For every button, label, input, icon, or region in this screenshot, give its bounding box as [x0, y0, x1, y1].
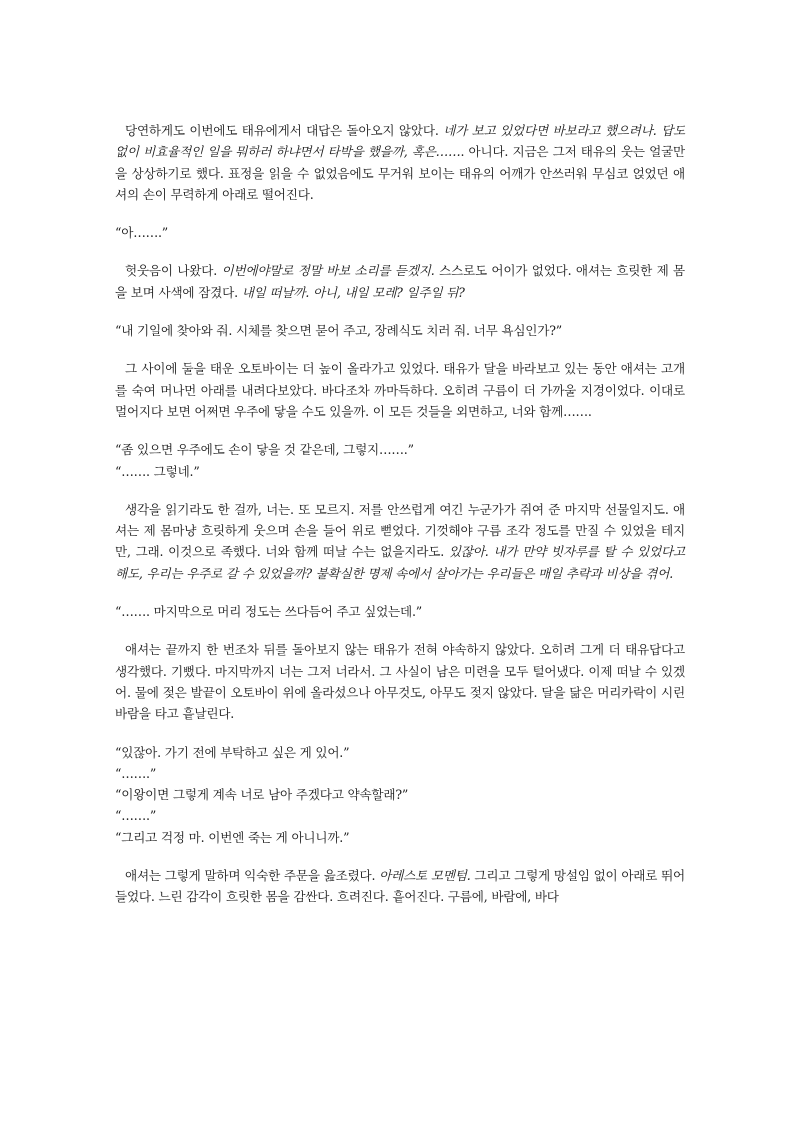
dialogue-line: “……. 마지막으로 머리 정도는 쓰다듬어 주고 싶었는데.”	[115, 604, 423, 620]
dialogue-line: “좀 있으면 우주에도 손이 닿을 것 같은데, 그렇지…….”	[115, 442, 414, 458]
paragraph-2	[115, 260, 685, 303]
text: 당연하게도 이번에도 태유에게서 대답은 돌아오지 않았다.	[125, 123, 444, 138]
italic-text: 아레스토 모멘텀.	[379, 868, 471, 884]
paragraph-1	[115, 120, 685, 205]
dialogue-line: “내 기일에 찾아와 줘. 시체를 찾으면 묻어 주고, 장례식도 치러 줘. 너무 욕심인가?”	[115, 323, 563, 339]
dialogue-line: “그리고 걱정 마. 이번엔 죽는 게 아니니까.”	[115, 829, 350, 845]
dialogue-line: “……. 그렇네.”	[115, 463, 200, 479]
dialogue-line: “있잖아. 가기 전에 부탁하고 싶은 게 있어.”	[115, 744, 350, 760]
text: . 아니다. 지금은 그저 태유의 웃는 얼굴만을 상상하기로 했다. 표정을 읽을 수 없었음에도 무거워 보이는 태유의 어깨가 안쓰러워 무심코 얹었던 애셔의 손이 무력하게 아래로 떨어진다.	[115, 144, 686, 202]
italic-text: 내일 떠날까. 아니, 내일 모레? 일주일 뒤?	[241, 284, 465, 300]
paragraph-3: 그 사이에 둘을 태운 오토바이는 더 높이 올라가고 있었다. 태유가 달을 바라보고 있는 동안 애셔는 고개를 숙여 머나먼 아래를 내려다보았다. 바다조차 까마득하다. 오히려 구름이 더 가까울 지경이었다. 이대로 멀어지다 보면 어쩌면 우주에 닿을 수도 있을까. 이 모든 것들을 외면하고, 너와 함께…….	[115, 361, 685, 419]
dialogue-line: “…….”	[115, 808, 157, 824]
text: 애셔는 그렇게 말하며 익숙한 주문을 읊조렸다.	[125, 868, 380, 884]
italic-text: 이번에야말로 정말 바보 소리를 듣겠지.	[221, 263, 435, 279]
italic-text: 네가 보고 있었다면 바보라고 했으려나. 답도 없이 비효율적인 일을 뭐하러 하냐면서 타박을 했을까, 혹은……	[115, 123, 686, 160]
text: 그리고 그렇게 망설임 없이 아래로 뛰어들었다. 느린 감각이 흐릿한 몸을 감싼다. 흐려진다. 흩어진다. 구름에, 바람에, 바다	[115, 868, 686, 905]
paragraph-5: 애셔는 끝까지 한 번조차 뒤를 돌아보지 않는 태유가 전혀 야속하지 않았다. 오히려 그게 더 태유답다고 생각했다. 기뻤다. 마지막까지 너는 그저 너라서. 그 사실이 남은 미련을 모두 털어냈다. 이제 떠날 수 있겠어. 물에 젖은 발끝이 오토바이 위에 올라섰으나 아무것도, 아무도 젖지 않았다. 달을 닮은 머리카락이 시린 바람을 타고 흩날린다.	[115, 642, 685, 722]
dialogue-line: “이왕이면 그렇게 계속 너로 남아 주겠다고 약속할래?”	[115, 787, 409, 803]
text: 헛웃음이 나왔다.	[125, 263, 222, 279]
paragraph-4	[115, 499, 685, 584]
dialogue-line: “…….”	[115, 765, 157, 781]
text: 스스로도 어이가 없었다. 애셔는 흐릿한 제 몸을 보며 사색에 잠겼다.	[115, 263, 686, 300]
document-body	[115, 120, 685, 908]
paragraph-6	[115, 865, 685, 908]
dialogue-line: “아…….”	[115, 225, 169, 241]
text: 생각을 읽기라도 한 걸까, 너는. 또 모르지. 저를 안쓰럽게 여긴 누군가가 쥐여 준 마지막 선물일지도. 애셔는 제 몸마냥 흐릿하게 웃으며 손을 들어 위로 뻗었다. 기껏해야 구름 조각 정도를 만질 수 있었을 테지만, 그래. 이것으로 족했다. 너와 함께 떠날 수는 없을지라도.	[115, 501, 685, 560]
italic-text: 있잖아. 내가 만약 빗자루를 탈 수 있었다고 해도, 우리는 우주로 갈 수 있었을까? 불확실한 명제 속에서 살아가는 우리들은 매일 추락과 비상을 겪어.	[115, 544, 685, 581]
